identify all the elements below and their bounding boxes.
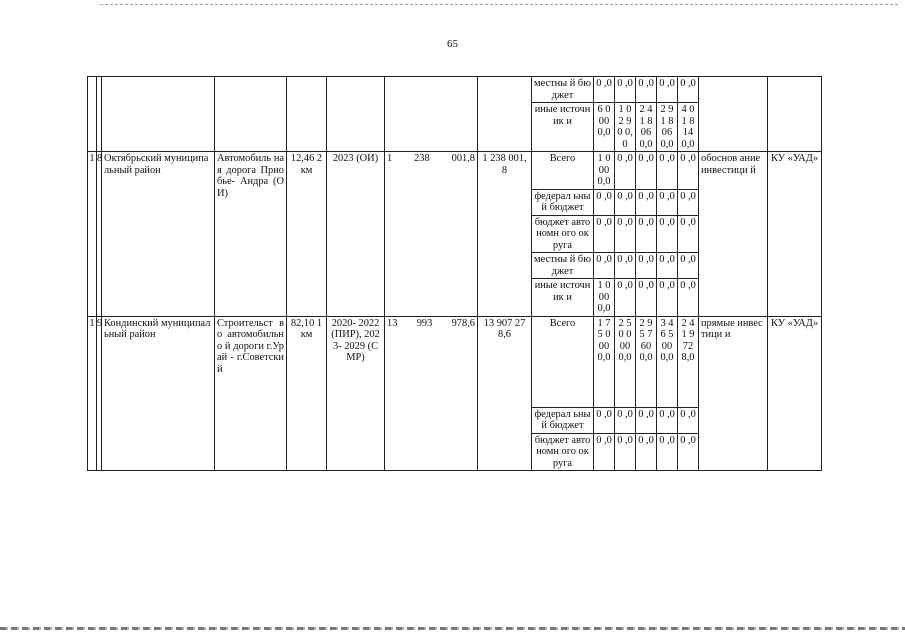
amount-cell: 0 ,0 xyxy=(594,215,615,253)
funding-source: Всего xyxy=(532,152,594,190)
amount-cell: 0 ,0 xyxy=(636,77,657,103)
amount-cell: 0 ,0 xyxy=(615,279,636,317)
amount-cell: 1 02 90 0,0 xyxy=(615,103,636,152)
amount-cell: 0 ,0 xyxy=(678,215,699,253)
table-cell xyxy=(102,77,215,152)
amount-cell: 0 ,0 xyxy=(594,407,615,433)
amount-cell: 0 ,0 xyxy=(657,189,678,215)
amount-cell: 0 ,0 xyxy=(678,152,699,190)
amount-cell: 2 41 9 72 8,0 xyxy=(678,316,699,407)
amount-cell: 0 ,0 xyxy=(657,152,678,190)
amount-cell: 1 75 0 00 0,0 xyxy=(594,316,615,407)
amount-cell: 0 ,0 xyxy=(657,433,678,471)
funding-source: бюджет автономн ого округа xyxy=(532,215,594,253)
capacity: 12,46 2 км xyxy=(287,152,327,317)
table-cell xyxy=(385,77,478,152)
page-number: 65 xyxy=(447,38,458,50)
amount-cell: 0 ,0 xyxy=(636,215,657,253)
remaining-cost: 13 907 278,6 xyxy=(478,316,532,471)
table-row xyxy=(88,77,822,103)
amount-cell: 0 ,0 xyxy=(678,279,699,317)
row-number: 9 xyxy=(97,316,102,471)
amount-cell: 0 ,0 xyxy=(615,215,636,253)
amount-cell: 2 95 7 60 0,0 xyxy=(636,316,657,407)
amount-cell: 0 ,0 xyxy=(678,433,699,471)
amount-cell: 2 91 8 06 0,0 xyxy=(657,103,678,152)
amount-cell: 6 0 00 0,0 xyxy=(594,103,615,152)
amount-cell: 2 50 0 00 0,0 xyxy=(615,316,636,407)
investment-table xyxy=(87,76,822,471)
funding-source: федерал ьный бюджет xyxy=(532,189,594,215)
amount-cell: 0 ,0 xyxy=(636,433,657,471)
amount-cell: 0 ,0 xyxy=(636,407,657,433)
amount-cell: 0 ,0 xyxy=(615,407,636,433)
amount-cell: 0 ,0 xyxy=(636,152,657,190)
total-cost: 1 238 001,8 xyxy=(385,152,478,317)
table-row xyxy=(88,316,822,407)
total-cost: 13 993 978,6 xyxy=(385,316,478,471)
funding-source: Всего xyxy=(532,316,594,407)
funding-source: иные источник и xyxy=(532,279,594,317)
amount-cell: 0 ,0 xyxy=(678,407,699,433)
amount-cell: 2 41 8 06 0,0 xyxy=(636,103,657,152)
mechanism: обоснов ание инвестици й xyxy=(699,152,768,317)
amount-cell: 0 ,0 xyxy=(678,77,699,103)
customer: КУ «УАД» xyxy=(768,152,822,317)
funding-source: местны й бюджет xyxy=(532,253,594,279)
row-number: 8 xyxy=(97,152,102,317)
table-cell xyxy=(287,77,327,152)
funding-source: федерал ьный бюджет xyxy=(532,407,594,433)
object-name: Строительст во автомобильно й дороги г.Урай - г.Советский xyxy=(215,316,287,471)
amount-cell: 0 ,0 xyxy=(636,189,657,215)
table-cell xyxy=(327,77,385,152)
amount-cell: 0 ,0 xyxy=(615,253,636,279)
amount-cell: 0 ,0 xyxy=(678,253,699,279)
capacity: 82,10 1 км xyxy=(287,316,327,471)
row-number: 1 xyxy=(88,316,97,471)
customer: КУ «УАД» xyxy=(768,316,822,471)
amount-cell: 0 ,0 xyxy=(657,215,678,253)
amount-cell: 0 ,0 xyxy=(636,253,657,279)
funding-source: бюджет автономн ого округа xyxy=(532,433,594,471)
amount-cell: 0 ,0 xyxy=(594,433,615,471)
amount-cell: 0 ,0 xyxy=(657,77,678,103)
scan-edge-bottom xyxy=(0,627,905,630)
mechanism: прямые инвестици и xyxy=(699,316,768,471)
amount-cell: 0 ,0 xyxy=(615,433,636,471)
object-name: Автомобиль ная дорога Приобье- Андра (ОИ) xyxy=(215,152,287,317)
table-cell xyxy=(88,77,97,152)
table-cell xyxy=(699,77,768,152)
amount-cell: 0 ,0 xyxy=(615,189,636,215)
amount-cell: 0 ,0 xyxy=(594,189,615,215)
period: 2020- 2022 (ПИР), 2023- 2029 (СМР) xyxy=(327,316,385,471)
table-cell xyxy=(768,77,822,152)
funding-source: иные источник и xyxy=(532,103,594,152)
amount-cell: 0 ,0 xyxy=(678,189,699,215)
amount-cell: 1 0 00 0,0 xyxy=(594,152,615,190)
amount-cell: 1 0 00 0,0 xyxy=(594,279,615,317)
amount-cell: 0 ,0 xyxy=(594,77,615,103)
municipality: Кондинский муниципальный район xyxy=(102,316,215,471)
scan-edge-top xyxy=(100,4,900,5)
amount-cell: 0 ,0 xyxy=(615,152,636,190)
funding-source: местны й бюджет xyxy=(532,77,594,103)
remaining-cost: 1 238 001,8 xyxy=(478,152,532,317)
amount-cell: 0 ,0 xyxy=(636,279,657,317)
table-row xyxy=(88,152,822,190)
amount-cell: 3 46 5 00 0,0 xyxy=(657,316,678,407)
amount-cell: 0 ,0 xyxy=(657,279,678,317)
amount-cell: 0 ,0 xyxy=(657,407,678,433)
municipality: Октябрьский муниципальный район xyxy=(102,152,215,317)
amount-cell: 0 ,0 xyxy=(615,77,636,103)
amount-cell: 0 ,0 xyxy=(594,253,615,279)
amount-cell: 0 ,0 xyxy=(657,253,678,279)
row-number: 1 xyxy=(88,152,97,317)
table-cell xyxy=(478,77,532,152)
amount-cell: 4 01 8 14 0,0 xyxy=(678,103,699,152)
period: 2023 (ОИ) xyxy=(327,152,385,317)
table-cell xyxy=(215,77,287,152)
